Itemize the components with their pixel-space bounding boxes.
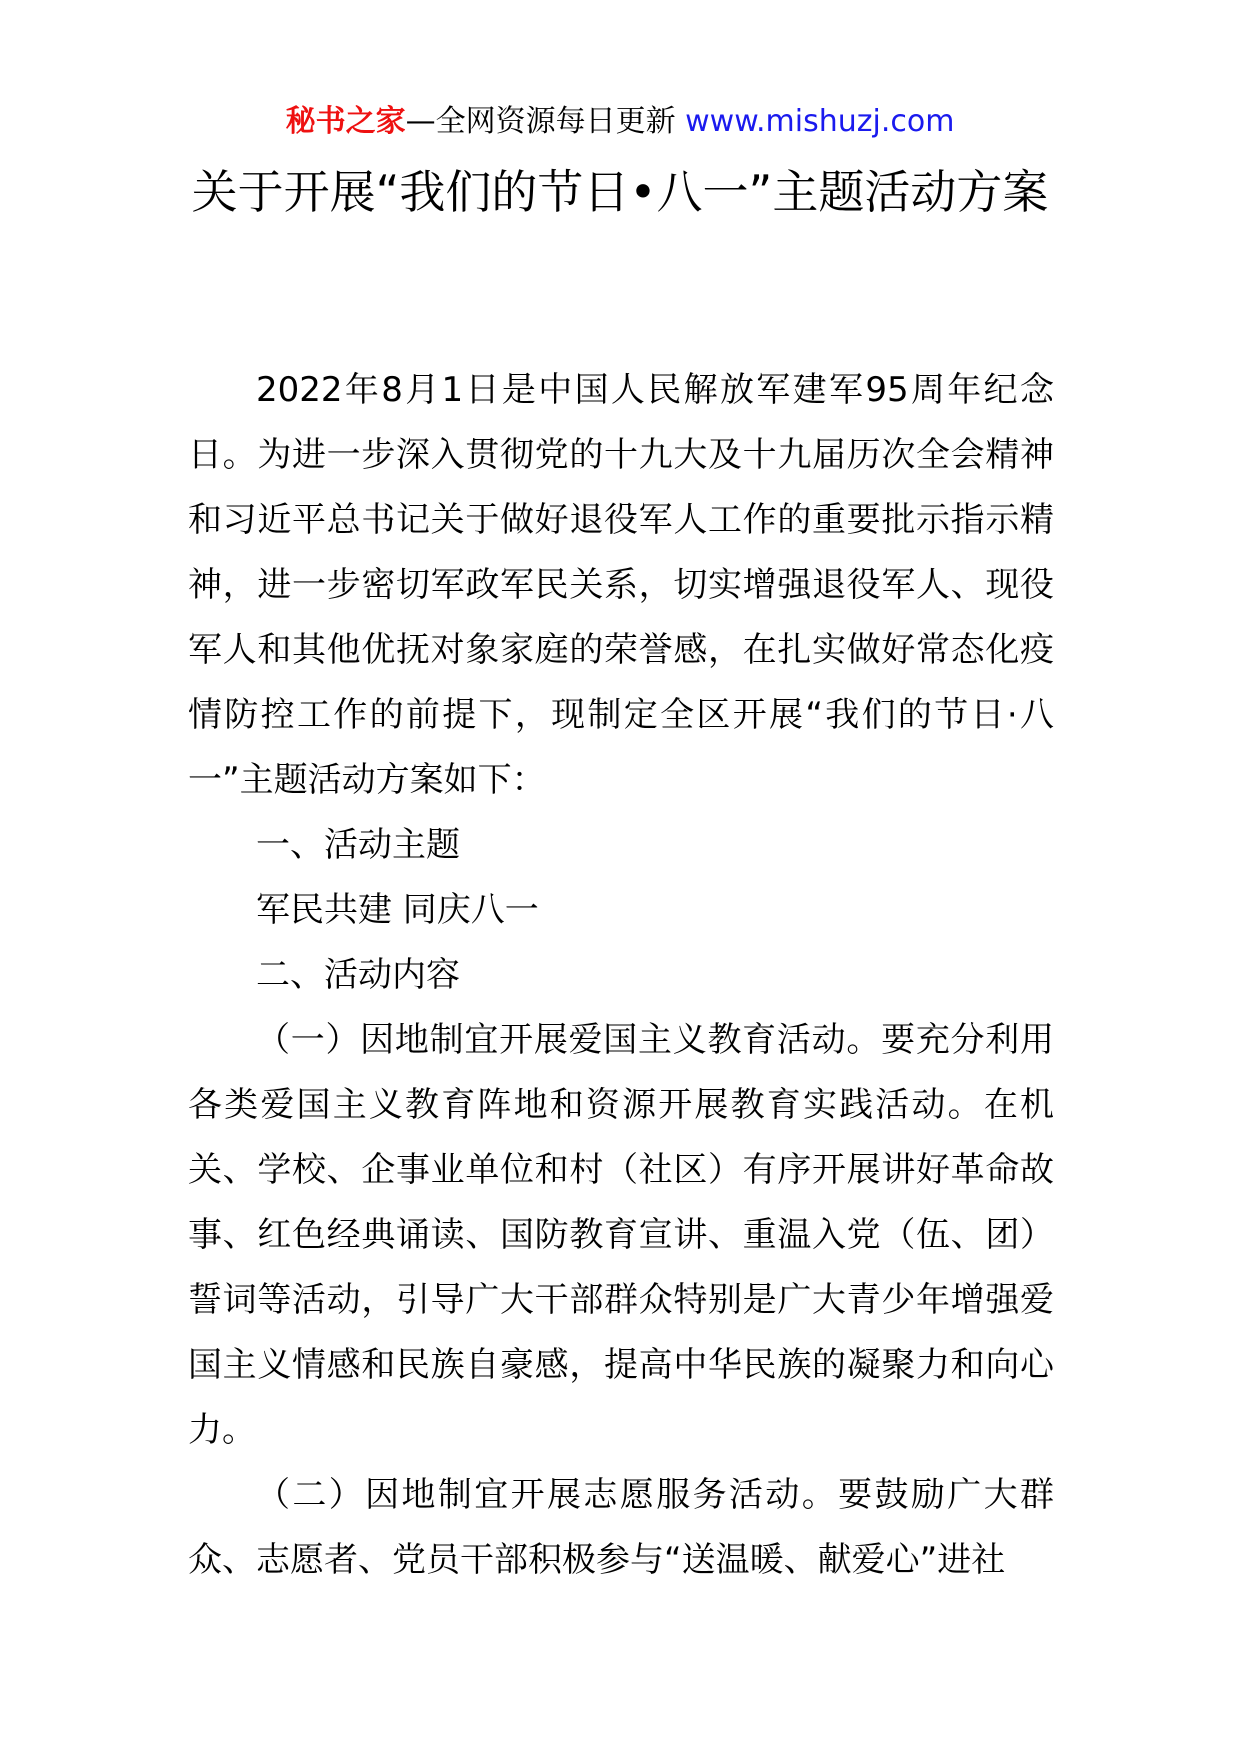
brand-name: 秘书之家 (285, 104, 406, 139)
document-title: 关于开展“我们的节日•八一”主题活动方案 (191, 165, 1049, 219)
document-body (188, 358, 1054, 1593)
section-heading-theme: 一、活动主题 (256, 825, 460, 865)
site-url-link[interactable]: www.mishuzj.com (685, 104, 955, 139)
theme-text: 军民共建 同庆八一 (256, 890, 539, 930)
section-heading-content: 二、活动内容 (256, 955, 460, 995)
site-header (0, 100, 1240, 144)
content-item-2: （二）因地制宜开展志愿服务活动。要鼓励广大群众、志愿者、党员干部积极参与“送温暖、献爱心”进社 (188, 1475, 1054, 1580)
header-tagline: —全网资源每日更新 (405, 104, 686, 139)
intro-paragraph: 2022年8月1日是中国人民解放军建军95周年纪念日。为进一步深入贯彻党的十九大及十九届历次全会精神和习近平总书记关于做好退役军人工作的重要批示指示精神，进一步密切军政军民关系，切实增强退役军人、现役军人和其他优抚对象家庭的荣誉感，在扎实做好常态化疫情防控工作的前提下，现制定全区开展“我们的节日·八一”主题活动方案如下： (188, 370, 1054, 800)
content-item-1: （一）因地制宜开展爱国主义教育活动。要充分利用各类爱国主义教育阵地和资源开展教育实践活动。在机关、学校、企事业单位和村（社区）有序开展讲好革命故事、红色经典诵读、国防教育宣讲、重温入党（伍、团）誓词等活动，引导广大干部群众特别是广大青少年增强爱国主义情感和民族自豪感，提高中华民族的凝聚力和向心力。 (188, 1020, 1054, 1450)
